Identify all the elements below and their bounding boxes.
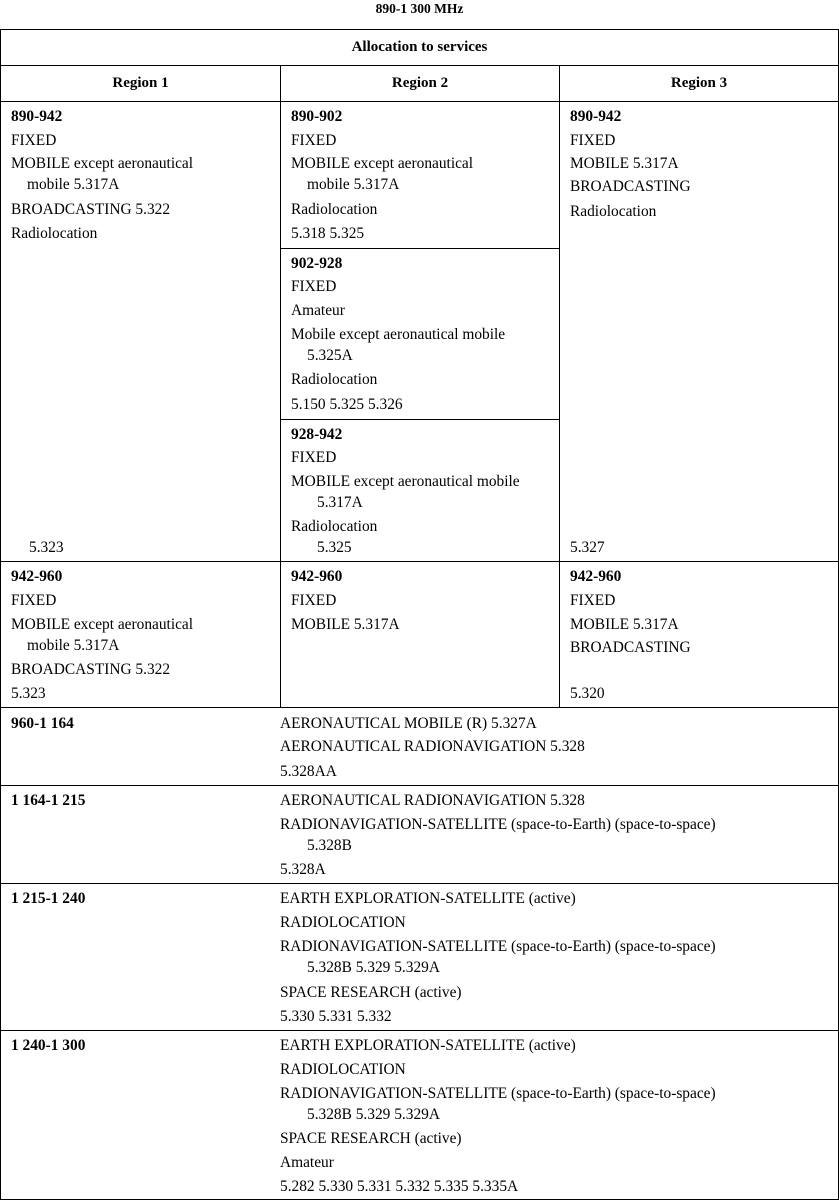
band-label: 1 240-1 300 [11,1037,86,1054]
footnote: 5.282 5.330 5.331 5.332 5.335 5.335A [280,1178,519,1195]
service-line: FIXED [11,592,57,609]
service-line: MOBILE except aeronautical mobile [291,473,520,490]
r3-942-960-cell [559,561,839,707]
band-label: 942-960 [11,568,63,585]
footnote: 5.327 [570,539,605,556]
service-line: MOBILE except aeronautical [11,155,194,172]
row-1164-1215 [0,785,839,883]
service-line: Amateur [280,1154,334,1171]
service-line: RADIOLOCATION [280,914,406,931]
service-line: RADIONAVIGATION-SATELLITE (space-to-Earth) (space-to-space) [280,1085,716,1102]
service-line: 5.328B [307,837,352,854]
footnote: 5.328A [280,861,326,878]
service-line: 5.328B 5.329 5.329A [307,1106,440,1123]
band-label: 960-1 164 [11,715,74,732]
r2-942-960-cell [280,561,559,707]
band-label: 1 215-1 240 [11,890,86,907]
footnote: 5.323 [11,685,46,702]
footnote: 5.325 [317,539,352,556]
service-line: MOBILE 5.317A [291,616,400,633]
band-label: 928-942 [291,426,343,443]
service-line: FIXED [291,449,337,466]
allocation-header: Allocation to services [0,29,839,65]
row-1240-1300 [0,1030,839,1200]
service-line: EARTH EXPLORATION-SATELLITE (active) [280,1037,576,1054]
service-line: RADIOLOCATION [280,1061,406,1078]
service-line: AERONAUTICAL RADIONAVIGATION 5.328 [280,792,585,809]
service-line: MOBILE except aeronautical [291,155,474,172]
service-line: 5.328B 5.329 5.329A [307,959,440,976]
service-line: Radiolocation [291,201,378,218]
r2-928-942-cell [280,419,559,561]
row-960-1164 [0,707,839,785]
band-label: 890-942 [11,108,63,125]
band-label: 890-942 [570,108,622,125]
service-line: SPACE RESEARCH (active) [280,1130,462,1147]
footnote: 5.323 [29,539,64,556]
footnote: 5.150 5.325 5.326 [291,396,403,413]
band-label: 942-960 [570,568,622,585]
service-line: BROADCASTING [570,178,691,195]
service-line: Radiolocation [11,225,98,242]
footnote: 5.328AA [280,763,337,780]
service-line: BROADCASTING 5.322 [11,201,171,218]
service-line: RADIONAVIGATION-SATELLITE (space-to-Earth) (space-to-space) [280,938,716,955]
page-title: 890-1 300 MHz [375,1,464,16]
footnote: 5.320 [570,685,605,702]
r2-902-928-cell [280,248,559,419]
band-label: 902-928 [291,255,343,272]
r3-890-942-cell [559,101,839,561]
service-line: AERONAUTICAL MOBILE (R) 5.327A [280,715,537,732]
service-line: FIXED [291,132,337,149]
service-line: FIXED [11,132,57,149]
service-line: AERONAUTICAL RADIONAVIGATION 5.328 [280,738,585,755]
row-1215-1240 [0,883,839,1030]
service-line: MOBILE 5.317A [570,616,679,633]
r2-890-902-cell [280,101,559,248]
service-line: mobile 5.317A [27,637,120,654]
service-line: MOBILE except aeronautical [11,616,194,633]
service-line: BROADCASTING 5.322 [11,661,171,678]
r1-890-942-cell [0,101,280,561]
region2-header: Region 2 [280,65,559,101]
service-line: MOBILE 5.317A [570,155,679,172]
service-line: Radiolocation [291,371,378,388]
service-line: mobile 5.317A [27,176,120,193]
footnote: 5.330 5.331 5.332 [280,1008,392,1025]
r1-942-960-cell [0,561,280,707]
service-line: BROADCASTING [570,639,691,656]
service-line: SPACE RESEARCH (active) [280,984,462,1001]
service-line: Radiolocation [570,203,657,220]
service-line: FIXED [570,592,616,609]
service-line: Amateur [291,302,345,319]
service-line: 5.325A [307,347,353,364]
service-line: Mobile except aeronautical mobile [291,326,506,343]
band-label: 942-960 [291,568,343,585]
service-line: EARTH EXPLORATION-SATELLITE (active) [280,890,576,907]
service-line: RADIONAVIGATION-SATELLITE (space-to-Earth) (space-to-space) [280,816,716,833]
service-line: FIXED [291,278,337,295]
region3-header: Region 3 [559,65,839,101]
band-label: 890-902 [291,108,343,125]
band-label: 1 164-1 215 [11,792,86,809]
footnote: 5.318 5.325 [291,225,365,242]
service-line: 5.317A [317,494,363,511]
service-line: Radiolocation [291,518,378,535]
service-line: FIXED [570,132,616,149]
service-line: mobile 5.317A [307,176,400,193]
service-line: FIXED [291,592,337,609]
region1-header: Region 1 [0,65,280,101]
